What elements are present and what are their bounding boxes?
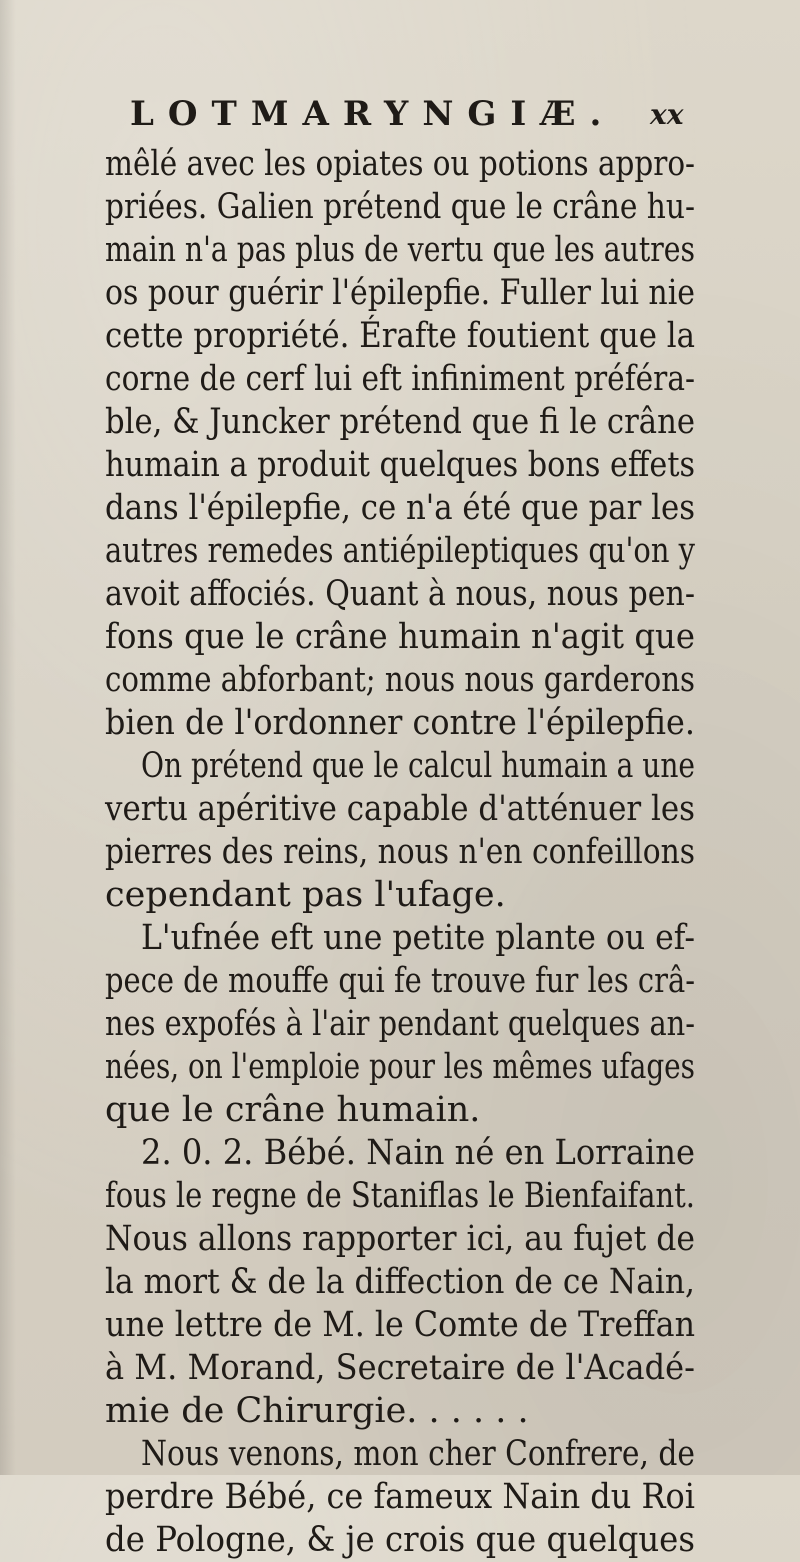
text-line: os pour guérir l'épilepfie. Fuller lui nie bbox=[105, 273, 696, 313]
page-header bbox=[130, 94, 690, 134]
text-line: comme abforbant; nous nous garderons bbox=[105, 660, 696, 700]
running-head: LOTMARYNGIÆ. bbox=[130, 94, 616, 134]
text-line: dans l'épilepfie, ce n'a été que par les bbox=[105, 488, 696, 528]
text-line: main n'a pas plus de vertu que les autres bbox=[105, 230, 695, 270]
text-line: autres remedes antiépileptiques qu'on y bbox=[105, 531, 695, 571]
text-line: cependant pas l'ufage. bbox=[105, 875, 506, 915]
text-line: que le crâne humain. bbox=[105, 1090, 481, 1130]
paragraph-start-line: 2. 0. 2. Bébé. Nain né en Lorraine bbox=[141, 1133, 696, 1173]
text-line: perdre Bébé, ce fameux Nain du Roi bbox=[105, 1477, 696, 1517]
text-line: la mort & de la diffection de ce Nain, bbox=[105, 1262, 696, 1302]
paragraph-start-line: Nous venons, mon cher Confrere, de bbox=[141, 1434, 695, 1474]
text-line: avoit affociés. Quant à nous, nous pen- bbox=[105, 574, 695, 614]
paragraph-start-line: L'ufnée eft une petite plante ou ef- bbox=[141, 918, 695, 958]
text-line: cette propriété. Érafte foutient que la bbox=[105, 316, 695, 356]
text-line: mie de Chirurgie. . . . . . bbox=[105, 1391, 529, 1431]
text-line: priées. Galien prétend que le crâne hu- bbox=[105, 187, 696, 227]
text-line: fons que le crâne humain n'agit que bbox=[105, 617, 696, 657]
text-line: corne de cerf lui eft infiniment préféra- bbox=[105, 359, 695, 399]
text-line: une lettre de M. le Comte de Treffan bbox=[105, 1305, 695, 1345]
paragraph-start-line: On prétend que le calcul humain a une bbox=[141, 746, 696, 786]
text-line: Nous allons rapporter ici, au fujet de bbox=[105, 1219, 695, 1259]
text-line: pierres des reins, nous n'en confeillons bbox=[105, 832, 695, 872]
text-line: mêlé avec les opiates ou potions appro- bbox=[105, 144, 696, 184]
text-line: bien de l'ordonner contre l'épilepfie. bbox=[105, 703, 696, 743]
page-gutter-shadow bbox=[0, 0, 16, 1475]
text-line: nées, on l'emploie pour les mêmes ufages bbox=[105, 1047, 695, 1087]
text-line: pece de mouffe qui fe trouve fur les crâ- bbox=[105, 961, 695, 1001]
text-line: vertu apéritive capable d'atténuer les bbox=[105, 789, 695, 829]
text-line: humain a produit quelques bons effets bbox=[105, 445, 696, 485]
body-text bbox=[105, 143, 695, 1562]
text-line: à M. Morand, Secretaire de l'Acadé- bbox=[105, 1348, 696, 1388]
text-line: de Pologne, & je crois que quelques bbox=[105, 1520, 695, 1560]
page-number: xx bbox=[650, 98, 684, 131]
text-line: ble, & Juncker prétend que fi le crâne bbox=[105, 402, 696, 442]
text-line: fous le regne de Staniflas le Bienfaifant. bbox=[105, 1176, 695, 1216]
text-line: nes expofés à l'air pendant quelques an- bbox=[105, 1004, 696, 1044]
